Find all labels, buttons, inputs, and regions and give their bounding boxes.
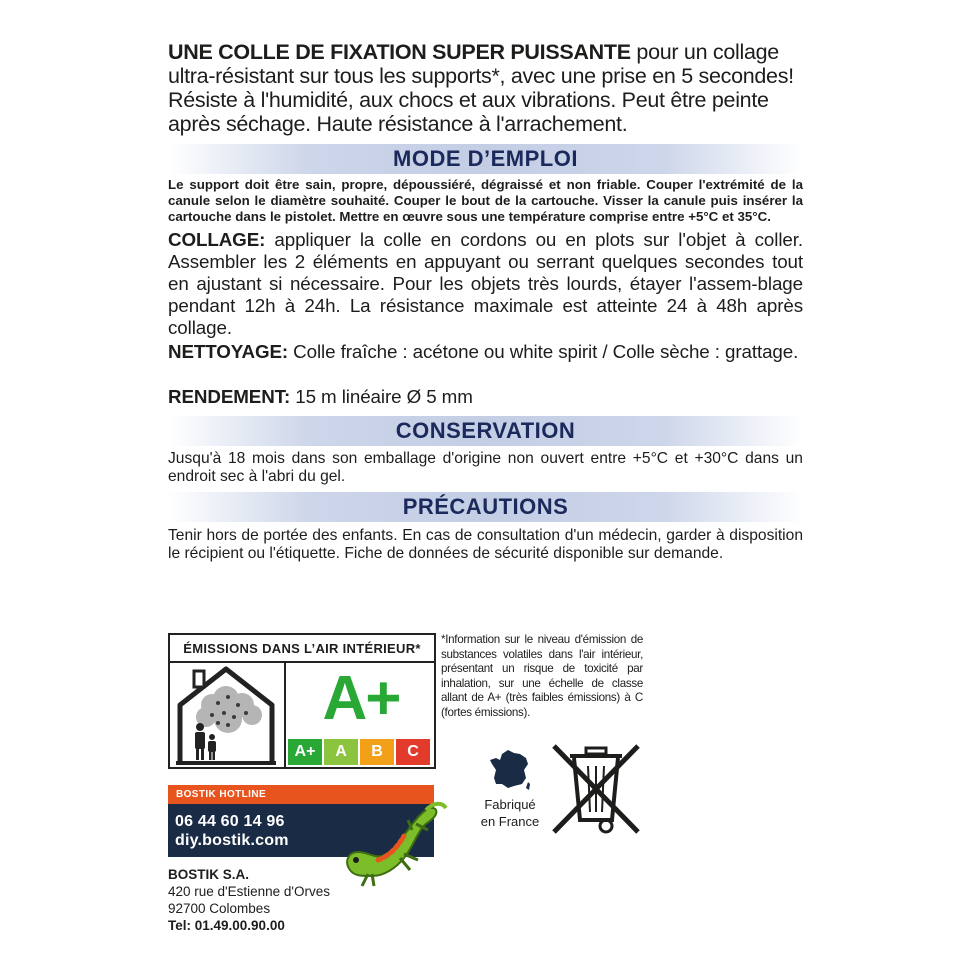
company-address: [168, 866, 330, 934]
crossed-bin-icon: [548, 740, 644, 838]
mode-emploi-title: MODE D’EMPLOI: [393, 146, 578, 171]
made-in-line2: en France: [480, 814, 540, 829]
precautions-title: PRÉCAUTIONS: [402, 494, 569, 519]
hotline-label: BOSTIK HOTLINE: [176, 789, 267, 800]
collage-text: appliquer la colle en cordons ou en plots sur l'objet à coller. Assembler les 2 éléments en appuyant ou serrant quelques secondes tout en ajustant si nécessaire. Pour les objets très lourds, étayer l'assem-blage pendant 12h à 24h. La résistance maximale est atteinte 24 à 48h après collage.: [168, 229, 803, 338]
mode-emploi-header: [168, 144, 803, 174]
rendement-paragraph: [168, 386, 803, 408]
support-instructions: Le support doit être sain, propre, dépoussiéré, dégraissé et non friable. Couper l'extrémité de la canule selon le diamètre souhaité. Couper le bout de la cartouche. Visser la canule puis insérer la cartouche dans le pistolet. Mettre en œuvre sous une température comprise entre +5°C et 35°C.: [168, 177, 803, 224]
made-in-line1: Fabriqué: [484, 797, 536, 812]
scale-c: C: [396, 739, 430, 765]
france-map-icon: [488, 748, 532, 792]
made-in-france: [470, 796, 550, 830]
conservation-header: [168, 416, 803, 446]
nettoyage-text: Colle fraîche : acétone ou white spirit / Colle sèche : grattage.: [288, 341, 799, 362]
scale-a-plus: A+: [288, 739, 322, 765]
hotline-phone[interactable]: 06 44 60 14 96: [175, 813, 285, 830]
company-street: 420 rue d'Estienne d'Orves: [168, 884, 330, 899]
emission-footnote: *Information sur le niveau d'émission de substances volatiles dans l'air intérieur, présentant un risque de toxicité par inhalation, sur une échelle de classe allant de A+ (très faibles émissions) à C (fortes émissions).: [441, 633, 643, 719]
scale-a: A: [324, 739, 358, 765]
precautions-header: [168, 492, 803, 522]
conservation-text: Jusqu'à 18 mois dans son emballage d'origine non ouvert entre +5°C et +30°C dans un endroit sec à l'abri du gel.: [168, 450, 803, 485]
collage-paragraph: [168, 229, 803, 339]
collage-label: COLLAGE:: [168, 229, 266, 250]
company-name: BOSTIK S.A.: [168, 867, 250, 882]
rendement-text: 15 m linéaire Ø 5 mm: [290, 386, 473, 407]
emission-label: [168, 633, 436, 769]
emission-title: ÉMISSIONS DANS L’AIR INTÉRIEUR*: [170, 635, 434, 663]
company-city: 92700 Colombes: [168, 901, 271, 916]
intro-paragraph: [168, 40, 803, 136]
hotline-web[interactable]: diy.bostik.com: [175, 832, 289, 849]
company-tel: Tel: 01.49.00.90.00: [168, 918, 285, 933]
house-icon: [170, 661, 286, 767]
intro-bold: UNE COLLE DE FIXATION SUPER PUISSANTE: [168, 40, 631, 64]
grade-scale: [288, 739, 430, 765]
conservation-title: CONSERVATION: [395, 418, 576, 443]
precautions-text: Tenir hors de portée des enfants. En cas de consultation d'un médecin, garder à disposition le récipient ou l'étiquette. Fiche de données de sécurité disponible sur demande.: [168, 527, 803, 562]
grade-a-plus: A+: [322, 664, 400, 733]
nettoyage-label: NETTOYAGE:: [168, 341, 289, 362]
gecko-logo-icon: [338, 800, 450, 890]
emission-grade: [286, 661, 434, 767]
intro-text: pour un collage ultra-résistant sur tous les supports*, avec une prise en 5 secondes! Résiste à l'humidité, aux chocs et aux vibrations. Peut être peinte après séchage. Haute résistance à l'arrachement.: [168, 40, 794, 136]
scale-b: B: [360, 739, 394, 765]
nettoyage-paragraph: [168, 341, 803, 363]
rendement-label: RENDEMENT:: [168, 386, 291, 407]
